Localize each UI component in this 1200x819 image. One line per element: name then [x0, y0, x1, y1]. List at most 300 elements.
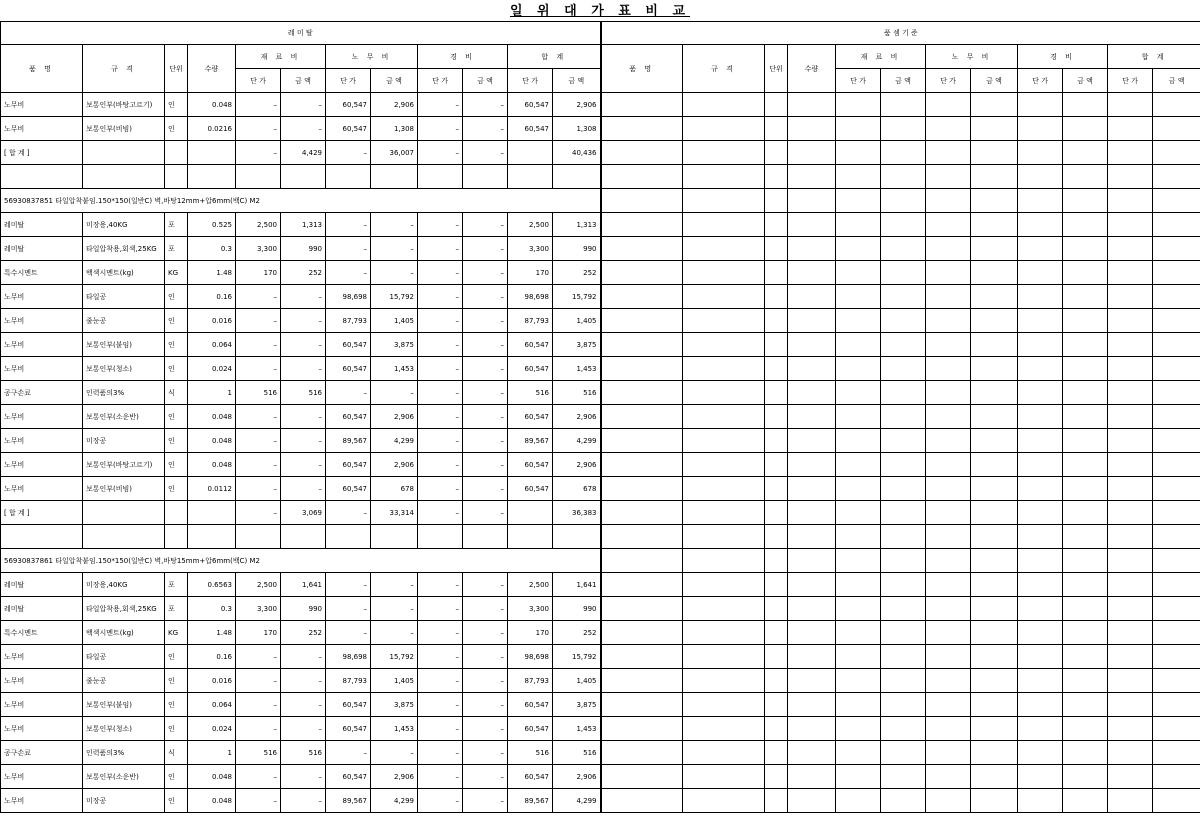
expense-amount-cell: –	[463, 741, 508, 765]
item-spec-cell: 보통인부(바탕고르기)	[83, 93, 165, 117]
total-amount-cell: 2,906	[553, 765, 601, 789]
total-unit-price-cell: 89,567	[508, 429, 553, 453]
standard-total-amount-cell	[1153, 309, 1200, 333]
labor-header: 노 무 비	[326, 45, 418, 69]
material-unit-price-cell: –	[236, 789, 281, 813]
material-amount-cell: 516	[281, 741, 326, 765]
expense-amount-cell	[463, 165, 508, 189]
item-qty-cell: 0.525	[188, 213, 236, 237]
standard-labor-amount-cell	[971, 453, 1018, 477]
item-unit-cell: 인	[165, 333, 188, 357]
standard-item-name-cell	[601, 525, 683, 549]
total-amount-cell: 1,453	[553, 357, 601, 381]
total-unit-price-cell: 2,500	[508, 213, 553, 237]
labor-unit-price-header-right: 단 가	[926, 69, 971, 93]
total-unit-price-cell	[508, 165, 553, 189]
standard-total-unit-price-cell	[1108, 93, 1153, 117]
standard-labor-unit-price-cell	[926, 117, 971, 141]
standard-expense-unit-price-cell	[1018, 189, 1063, 213]
standard-labor-amount-cell	[971, 165, 1018, 189]
expense-unit-price-cell: –	[418, 333, 463, 357]
labor-amount-cell: 1,453	[371, 357, 418, 381]
expense-unit-price-cell: –	[418, 477, 463, 501]
item-name-cell: 특수시멘트	[1, 621, 83, 645]
standard-material-amount-cell	[881, 117, 926, 141]
standard-total-amount-cell	[1153, 285, 1200, 309]
standard-material-amount-cell	[881, 309, 926, 333]
total-unit-price-cell: 516	[508, 381, 553, 405]
standard-item-unit-cell	[765, 669, 788, 693]
table-row	[1, 237, 1200, 261]
labor-amount-cell: 15,792	[371, 645, 418, 669]
labor-amount-cell: 33,314	[371, 501, 418, 525]
material-amount-cell: –	[281, 669, 326, 693]
expense-unit-price-cell: –	[418, 237, 463, 261]
total-unit-price-cell: 98,698	[508, 285, 553, 309]
standard-material-amount-cell	[881, 549, 926, 573]
standard-material-unit-price-cell	[836, 765, 881, 789]
item-unit-cell: 식	[165, 381, 188, 405]
standard-item-name-cell	[601, 333, 683, 357]
item-qty-cell: 0.024	[188, 717, 236, 741]
standard-material-amount-cell	[881, 573, 926, 597]
expense-unit-price-header-right: 단 가	[1018, 69, 1063, 93]
standard-labor-unit-price-cell	[926, 741, 971, 765]
standard-labor-unit-price-cell	[926, 789, 971, 813]
item-spec-cell	[83, 165, 165, 189]
expense-unit-price-cell	[418, 165, 463, 189]
total-unit-price-cell: 87,793	[508, 309, 553, 333]
item-qty-cell: 0.0216	[188, 117, 236, 141]
standard-total-unit-price-cell	[1108, 285, 1153, 309]
labor-unit-price-cell: –	[326, 261, 371, 285]
item-unit-cell	[165, 141, 188, 165]
material-amount-cell: 252	[281, 621, 326, 645]
standard-expense-amount-cell	[1063, 693, 1108, 717]
item-spec-cell: 타일압착용,회색,25KG	[83, 237, 165, 261]
labor-amount-header: 금 액	[371, 69, 418, 93]
item-unit-cell: 인	[165, 645, 188, 669]
standard-material-unit-price-cell	[836, 693, 881, 717]
standard-total-unit-price-cell	[1108, 717, 1153, 741]
standard-total-amount-cell	[1153, 765, 1200, 789]
col-spec-header-right: 규 격	[683, 45, 765, 93]
expense-unit-price-header: 단 가	[418, 69, 463, 93]
expense-header: 경 비	[418, 45, 508, 69]
material-header-right: 재 료 비	[836, 45, 926, 69]
material-unit-price-cell: 170	[236, 621, 281, 645]
standard-labor-unit-price-cell	[926, 309, 971, 333]
expense-unit-price-cell: –	[418, 693, 463, 717]
standard-expense-unit-price-cell	[1018, 285, 1063, 309]
standard-material-amount-cell	[881, 453, 926, 477]
standard-material-unit-price-cell	[836, 669, 881, 693]
standard-item-qty-cell	[788, 141, 836, 165]
item-qty-cell: 0.064	[188, 333, 236, 357]
expense-unit-price-cell: –	[418, 789, 463, 813]
standard-total-amount-cell	[1153, 501, 1200, 525]
expense-unit-price-cell: –	[418, 261, 463, 285]
item-unit-cell: 인	[165, 309, 188, 333]
standard-expense-amount-cell	[1063, 477, 1108, 501]
total-amount-header: 금 액	[553, 69, 601, 93]
left-group-header: 레 미 탈	[1, 22, 601, 45]
material-unit-price-cell: –	[236, 453, 281, 477]
standard-labor-unit-price-cell	[926, 165, 971, 189]
item-qty-cell: 1.48	[188, 621, 236, 645]
standard-item-unit-cell	[765, 237, 788, 261]
standard-item-spec-cell	[683, 285, 765, 309]
item-qty-cell: 0.048	[188, 405, 236, 429]
standard-item-spec-cell	[683, 549, 765, 573]
table-body	[1, 93, 1200, 813]
item-name-cell: 노무비	[1, 117, 83, 141]
standard-total-amount-cell	[1153, 597, 1200, 621]
standard-labor-unit-price-cell	[926, 285, 971, 309]
labor-amount-cell: –	[371, 573, 418, 597]
labor-header-right: 노 무 비	[926, 45, 1018, 69]
standard-material-unit-price-cell	[836, 309, 881, 333]
standard-material-unit-price-cell	[836, 189, 881, 213]
labor-unit-price-cell: –	[326, 597, 371, 621]
item-qty-cell	[188, 141, 236, 165]
item-unit-cell: 포	[165, 573, 188, 597]
material-header: 재 료 비	[236, 45, 326, 69]
item-spec-cell: 보통인부(바탕고르기)	[83, 453, 165, 477]
item-unit-cell: 인	[165, 789, 188, 813]
standard-item-unit-cell	[765, 261, 788, 285]
labor-amount-cell: –	[371, 621, 418, 645]
standard-expense-amount-cell	[1063, 549, 1108, 573]
col-qty-header-right: 수량	[788, 45, 836, 93]
material-amount-cell: 516	[281, 381, 326, 405]
standard-material-amount-cell	[881, 285, 926, 309]
total-amount-cell: 1,641	[553, 573, 601, 597]
standard-total-unit-price-cell	[1108, 213, 1153, 237]
expense-amount-cell: –	[463, 237, 508, 261]
material-unit-price-cell: –	[236, 93, 281, 117]
standard-labor-unit-price-cell	[926, 573, 971, 597]
standard-expense-unit-price-cell	[1018, 741, 1063, 765]
standard-item-name-cell	[601, 621, 683, 645]
standard-material-unit-price-cell	[836, 381, 881, 405]
item-spec-cell: 인력품의3%	[83, 741, 165, 765]
total-amount-cell: 3,875	[553, 693, 601, 717]
standard-item-name-cell	[601, 117, 683, 141]
item-name-cell: 노무비	[1, 93, 83, 117]
standard-item-unit-cell	[765, 189, 788, 213]
total-amount-cell: 36,383	[553, 501, 601, 525]
standard-expense-unit-price-cell	[1018, 237, 1063, 261]
standard-item-spec-cell	[683, 789, 765, 813]
item-unit-cell: 식	[165, 741, 188, 765]
standard-expense-unit-price-cell	[1018, 621, 1063, 645]
standard-labor-amount-cell	[971, 141, 1018, 165]
labor-amount-cell: –	[371, 381, 418, 405]
item-qty-cell: 0.024	[188, 357, 236, 381]
total-unit-price-header-right: 단 가	[1108, 69, 1153, 93]
standard-total-unit-price-cell	[1108, 741, 1153, 765]
standard-item-spec-cell	[683, 237, 765, 261]
standard-item-name-cell	[601, 381, 683, 405]
standard-labor-amount-cell	[971, 573, 1018, 597]
standard-material-unit-price-cell	[836, 645, 881, 669]
col-qty-header: 수량	[188, 45, 236, 93]
standard-labor-unit-price-cell	[926, 93, 971, 117]
labor-unit-price-cell: 98,698	[326, 285, 371, 309]
labor-unit-price-cell: 60,547	[326, 765, 371, 789]
total-unit-price-cell: 60,547	[508, 405, 553, 429]
expense-amount-cell: –	[463, 573, 508, 597]
standard-item-name-cell	[601, 789, 683, 813]
standard-material-amount-cell	[881, 501, 926, 525]
standard-material-amount-cell	[881, 213, 926, 237]
standard-labor-amount-cell	[971, 621, 1018, 645]
standard-total-amount-cell	[1153, 429, 1200, 453]
item-spec-cell: 보통인부(청소)	[83, 717, 165, 741]
standard-item-name-cell	[601, 141, 683, 165]
standard-expense-unit-price-cell	[1018, 669, 1063, 693]
standard-item-unit-cell	[765, 429, 788, 453]
standard-labor-amount-cell	[971, 405, 1018, 429]
standard-labor-unit-price-cell	[926, 621, 971, 645]
standard-total-amount-cell	[1153, 549, 1200, 573]
standard-expense-amount-cell	[1063, 237, 1108, 261]
material-unit-price-cell: –	[236, 141, 281, 165]
standard-material-unit-price-cell	[836, 477, 881, 501]
standard-expense-unit-price-cell	[1018, 645, 1063, 669]
expense-unit-price-cell: –	[418, 597, 463, 621]
standard-material-amount-cell	[881, 741, 926, 765]
table-row	[1, 429, 1200, 453]
standard-total-amount-cell	[1153, 381, 1200, 405]
table-row	[1, 405, 1200, 429]
standard-expense-unit-price-cell	[1018, 429, 1063, 453]
material-amount-cell: 4,429	[281, 141, 326, 165]
item-qty-cell: 0.016	[188, 309, 236, 333]
expense-unit-price-cell: –	[418, 213, 463, 237]
item-qty-cell: 0.3	[188, 237, 236, 261]
standard-total-amount-cell	[1153, 477, 1200, 501]
standard-labor-amount-cell	[971, 189, 1018, 213]
standard-total-unit-price-cell	[1108, 429, 1153, 453]
total-unit-price-cell: 60,547	[508, 333, 553, 357]
material-amount-cell: –	[281, 117, 326, 141]
standard-item-qty-cell	[788, 693, 836, 717]
standard-expense-amount-cell	[1063, 285, 1108, 309]
standard-labor-unit-price-cell	[926, 213, 971, 237]
col-unit-header: 단위	[165, 45, 188, 93]
item-qty-cell: 0.0112	[188, 477, 236, 501]
standard-labor-unit-price-cell	[926, 717, 971, 741]
material-unit-price-cell: –	[236, 669, 281, 693]
standard-item-qty-cell	[788, 165, 836, 189]
total-amount-cell: 2,906	[553, 453, 601, 477]
standard-item-name-cell	[601, 693, 683, 717]
standard-total-unit-price-cell	[1108, 189, 1153, 213]
material-unit-price-cell: –	[236, 309, 281, 333]
standard-item-qty-cell	[788, 237, 836, 261]
expense-unit-price-cell: –	[418, 501, 463, 525]
standard-material-amount-cell	[881, 429, 926, 453]
expense-amount-cell: –	[463, 405, 508, 429]
item-spec-cell: 보통인부(비빔)	[83, 117, 165, 141]
standard-material-unit-price-cell	[836, 717, 881, 741]
standard-labor-unit-price-cell	[926, 189, 971, 213]
total-amount-cell: 516	[553, 381, 601, 405]
total-amount-cell: 15,792	[553, 645, 601, 669]
material-amount-cell: –	[281, 405, 326, 429]
item-spec-cell	[83, 501, 165, 525]
expense-amount-cell: –	[463, 789, 508, 813]
labor-unit-price-cell: 60,547	[326, 453, 371, 477]
total-unit-price-cell: 516	[508, 741, 553, 765]
item-unit-cell	[165, 501, 188, 525]
item-name-cell: 노무비	[1, 333, 83, 357]
expense-unit-price-cell: –	[418, 573, 463, 597]
standard-item-name-cell	[601, 597, 683, 621]
standard-material-unit-price-cell	[836, 573, 881, 597]
table-row	[1, 501, 1200, 525]
standard-labor-amount-cell	[971, 429, 1018, 453]
total-amount-cell: 990	[553, 237, 601, 261]
standard-item-unit-cell	[765, 405, 788, 429]
total-unit-price-cell: 89,567	[508, 789, 553, 813]
standard-expense-unit-price-cell	[1018, 141, 1063, 165]
header-row-categories	[1, 45, 1200, 69]
standard-material-amount-cell	[881, 525, 926, 549]
item-name-cell: 노무비	[1, 357, 83, 381]
item-unit-cell	[165, 165, 188, 189]
standard-item-name-cell	[601, 93, 683, 117]
material-amount-cell: –	[281, 309, 326, 333]
standard-item-name-cell	[601, 261, 683, 285]
total-amount-cell: 1,405	[553, 309, 601, 333]
labor-amount-cell	[371, 525, 418, 549]
item-name-cell: 특수시멘트	[1, 261, 83, 285]
standard-item-qty-cell	[788, 525, 836, 549]
standard-item-unit-cell	[765, 309, 788, 333]
page-title-text: 일 위 대 가 표 비 교	[509, 4, 691, 19]
item-spec-cell: 보통인부(청소)	[83, 357, 165, 381]
item-spec-cell: 백색시멘트(kg)	[83, 621, 165, 645]
expense-unit-price-cell: –	[418, 765, 463, 789]
expense-amount-cell: –	[463, 717, 508, 741]
table-row	[1, 693, 1200, 717]
standard-labor-amount-cell	[971, 789, 1018, 813]
standard-total-unit-price-cell	[1108, 261, 1153, 285]
total-amount-cell: 516	[553, 741, 601, 765]
standard-total-unit-price-cell	[1108, 333, 1153, 357]
labor-unit-price-header: 단 가	[326, 69, 371, 93]
table-row	[1, 765, 1200, 789]
standard-expense-unit-price-cell	[1018, 261, 1063, 285]
standard-labor-amount-cell	[971, 93, 1018, 117]
table-row	[1, 573, 1200, 597]
total-unit-price-cell: 60,547	[508, 93, 553, 117]
standard-material-amount-cell	[881, 477, 926, 501]
standard-total-amount-cell	[1153, 213, 1200, 237]
material-unit-price-cell: –	[236, 357, 281, 381]
item-spec-cell: 인력품의3%	[83, 381, 165, 405]
standard-total-unit-price-cell	[1108, 501, 1153, 525]
labor-unit-price-cell: –	[326, 621, 371, 645]
standard-total-amount-cell	[1153, 645, 1200, 669]
item-name-cell: 노무비	[1, 669, 83, 693]
labor-unit-price-cell: 87,793	[326, 309, 371, 333]
standard-labor-amount-cell	[971, 597, 1018, 621]
standard-expense-amount-cell	[1063, 717, 1108, 741]
labor-amount-cell: 3,875	[371, 333, 418, 357]
standard-item-spec-cell	[683, 165, 765, 189]
standard-item-unit-cell	[765, 621, 788, 645]
standard-expense-unit-price-cell	[1018, 765, 1063, 789]
standard-labor-unit-price-cell	[926, 357, 971, 381]
material-unit-price-cell: –	[236, 117, 281, 141]
item-unit-cell: 포	[165, 597, 188, 621]
standard-item-unit-cell	[765, 597, 788, 621]
labor-unit-price-cell: –	[326, 741, 371, 765]
total-amount-cell: 40,436	[553, 141, 601, 165]
standard-total-amount-cell	[1153, 453, 1200, 477]
standard-item-qty-cell	[788, 189, 836, 213]
standard-material-unit-price-cell	[836, 741, 881, 765]
standard-item-spec-cell	[683, 741, 765, 765]
total-header-right: 합 계	[1108, 45, 1200, 69]
item-qty-cell: 1	[188, 741, 236, 765]
standard-material-unit-price-cell	[836, 261, 881, 285]
expense-unit-price-cell	[418, 525, 463, 549]
item-unit-cell: 포	[165, 213, 188, 237]
material-unit-price-cell: –	[236, 717, 281, 741]
item-spec-cell: 보통인부(붙임)	[83, 693, 165, 717]
standard-item-name-cell	[601, 501, 683, 525]
item-spec-cell: 타일공	[83, 645, 165, 669]
standard-total-amount-cell	[1153, 717, 1200, 741]
total-amount-cell	[553, 165, 601, 189]
standard-item-qty-cell	[788, 597, 836, 621]
standard-item-unit-cell	[765, 525, 788, 549]
standard-material-amount-cell	[881, 405, 926, 429]
standard-item-unit-cell	[765, 453, 788, 477]
standard-total-amount-cell	[1153, 237, 1200, 261]
standard-material-amount-cell	[881, 597, 926, 621]
standard-item-spec-cell	[683, 573, 765, 597]
blank-row	[1, 165, 1200, 189]
standard-material-unit-price-cell	[836, 93, 881, 117]
item-name-cell: 노무비	[1, 477, 83, 501]
labor-amount-cell: 2,906	[371, 453, 418, 477]
table-row	[1, 333, 1200, 357]
total-unit-price-cell: 60,547	[508, 693, 553, 717]
total-amount-cell: 1,308	[553, 117, 601, 141]
standard-item-name-cell	[601, 741, 683, 765]
labor-unit-price-cell	[326, 165, 371, 189]
standard-item-spec-cell	[683, 357, 765, 381]
standard-item-qty-cell	[788, 669, 836, 693]
expense-amount-header-right: 금 액	[1063, 69, 1108, 93]
standard-item-spec-cell	[683, 189, 765, 213]
standard-item-spec-cell	[683, 213, 765, 237]
material-amount-cell: –	[281, 333, 326, 357]
labor-amount-cell: 1,453	[371, 717, 418, 741]
material-unit-price-cell: 3,300	[236, 597, 281, 621]
standard-expense-amount-cell	[1063, 357, 1108, 381]
labor-amount-cell	[371, 165, 418, 189]
standard-item-spec-cell	[683, 525, 765, 549]
labor-amount-cell: 15,792	[371, 285, 418, 309]
standard-item-spec-cell	[683, 693, 765, 717]
